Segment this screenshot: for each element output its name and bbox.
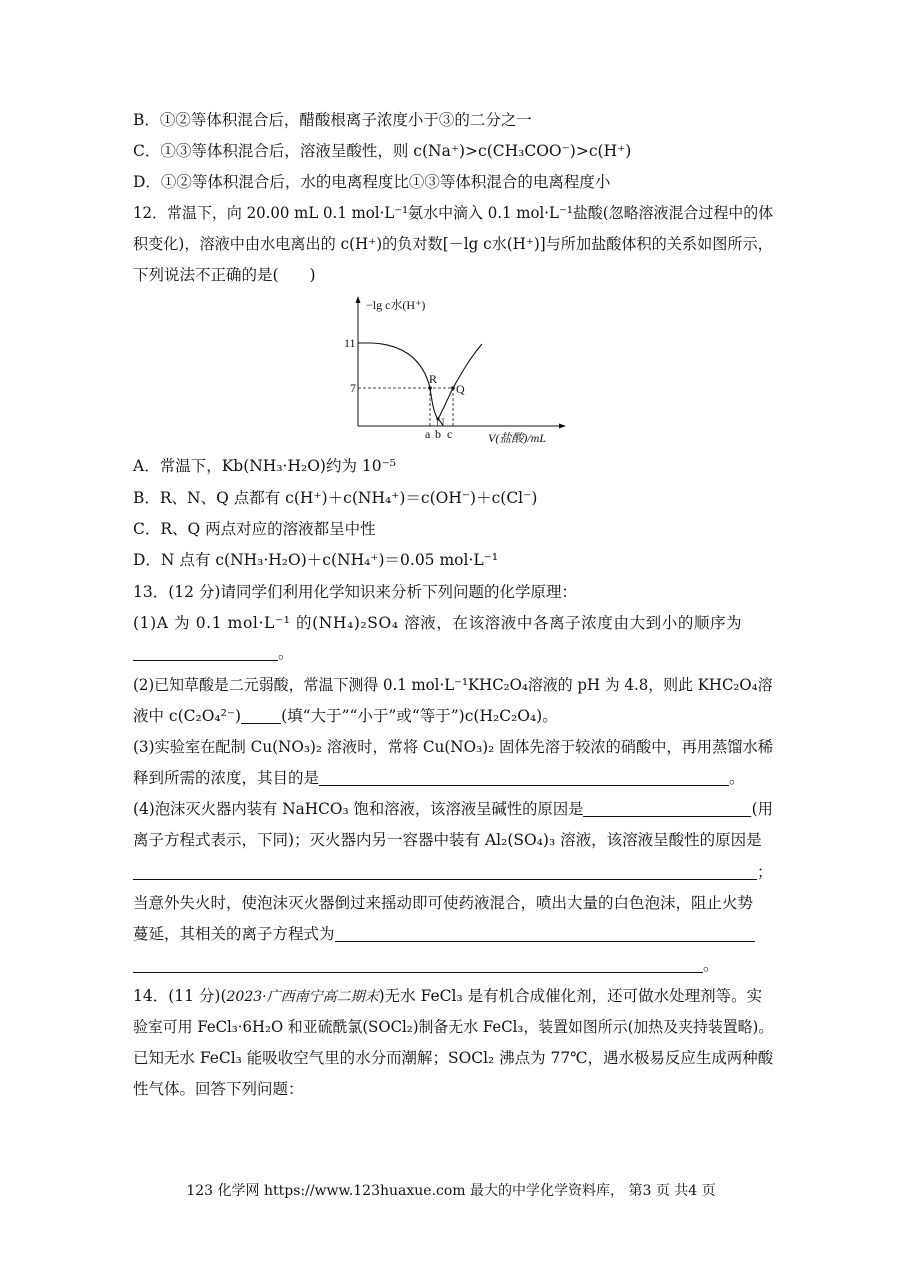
q11-option-d: D．①②等体积混合后，水的电离程度比①③等体积混合的电离程度小 bbox=[133, 173, 611, 191]
x-tick-b: b bbox=[435, 427, 441, 441]
y-axis-label: −lg c水(H⁺) bbox=[366, 298, 426, 312]
q13-part3-line1: (3)实验室在配制 Cu(NO₃)₂ 溶液时，常将 Cu(NO₃)₂ 固体先溶于较浓的硝酸中，再用蒸馏水稀 bbox=[133, 738, 773, 756]
q13-part4-line3 bbox=[133, 862, 773, 882]
q14-line3: 已知无水 FeCl₃ 能吸收空气里的水分而潮解；SOCl₂ 沸点为 77℃，遇水极易反应生成两种酸 bbox=[133, 1049, 774, 1067]
q14-line1 bbox=[133, 986, 762, 1007]
q13-part3-end: 。 bbox=[729, 769, 745, 787]
q13-part2-line1: (2)已知草酸是二元弱酸，常温下测得 0.1 mol·L⁻¹KHC₂O₄溶液的 pH 为 4.8，则此 KHC₂O₄溶 bbox=[133, 676, 773, 694]
q13-part1-line1 bbox=[133, 613, 769, 633]
q12-graph bbox=[330, 292, 570, 447]
q13-part4-line3-end: ； bbox=[757, 863, 773, 881]
x-tick-a: a bbox=[425, 427, 431, 441]
y-tick-11: 11 bbox=[344, 336, 356, 350]
q13-part1-line2 bbox=[133, 643, 294, 663]
y-tick-7: 7 bbox=[350, 381, 356, 395]
q13-part1-text: (1)A 为 0.1 mol·L⁻¹ 的(NH₄)₂SO₄ 溶液，在该溶液中各离子浓度由大到小的顺序为 bbox=[133, 614, 743, 632]
q12-option-b: B．R、N、Q 点都有 c(H⁺)＋c(NH₄⁺)＝c(OH⁻)＋c(Cl⁻) bbox=[133, 489, 538, 507]
q12-option-c: C．R、Q 两点对应的溶液都呈中性 bbox=[133, 520, 376, 538]
x-axis-arrow-icon bbox=[559, 424, 566, 429]
q14-line2: 验室可用 FeCl₃·6H₂O 和亚硫酰氯(SOCl₂)制备无水 FeCl₃，装置如图所示(加热及夹持装置略)。 bbox=[133, 1018, 774, 1036]
q13-part4-line6 bbox=[133, 955, 719, 975]
q13-part2-text-a: 液中 c(C₂O₄²⁻) bbox=[133, 707, 242, 725]
q14-source: 2023·广西南宁高二期末 bbox=[226, 989, 379, 1005]
x-axis-label: V(盐酸)/mL bbox=[488, 431, 546, 445]
q12-stem-line3: 下列说法不正确的是( ) bbox=[133, 266, 316, 284]
q12-option-d: D．N 点有 c(NH₃·H₂O)＋c(NH₄⁺)＝0.05 mol·L⁻¹ bbox=[133, 551, 499, 569]
answer-blank-5[interactable] bbox=[133, 864, 757, 880]
q13-part4-text-5: 蔓延，其相关的离子方程式为 bbox=[133, 925, 335, 943]
q13-part4-end: 。 bbox=[703, 956, 719, 974]
y-axis-arrow-icon bbox=[356, 296, 361, 303]
q11-option-b: B．①②等体积混合后，醋酸根离子浓度小于③的二分之一 bbox=[133, 111, 532, 129]
q13-part4-text-a: (4)泡沫灭火器内装有 NaHCO₃ 饱和溶液，该溶液呈碱性的原因是 bbox=[133, 800, 584, 818]
q13-part3-text: 释到所需的浓度，其目的是 bbox=[133, 769, 320, 787]
q12-stem-line1: 12．常温下，向 20.00 mL 0.1 mol·L⁻¹氨水中滴入 0.1 mol·L⁻¹盐酸(忽略溶液混合过程中的体 bbox=[133, 204, 774, 222]
answer-blank-6[interactable] bbox=[335, 926, 755, 942]
answer-blank-1[interactable] bbox=[133, 645, 278, 661]
answer-blank-2[interactable] bbox=[241, 708, 281, 724]
point-r-dot bbox=[428, 386, 432, 390]
x-tick-c: c bbox=[447, 427, 453, 441]
q13-part4-text-b: (用 bbox=[751, 800, 773, 818]
q13-part4-line2: 离子方程式表示，下同)；灭火器内另一容器中装有 Al₂(SO₄)₃ 溶液，该溶液呈酸性的原因是 bbox=[133, 831, 762, 849]
point-q-dot bbox=[451, 386, 455, 390]
q13-part4-line5 bbox=[133, 924, 755, 944]
q13-part4-line4: 当意外失火时，使泡沫灭火器倒过来摇动即可使药液混合，喷出大量的白色泡沫，阻止火势 bbox=[133, 894, 754, 912]
q12-option-a: A．常温下，Kb(NH₃·H₂O)约为 10⁻⁵ bbox=[133, 457, 396, 475]
answer-blank-7[interactable] bbox=[133, 957, 703, 973]
q13-part3-line2 bbox=[133, 768, 745, 788]
titration-curve bbox=[358, 343, 482, 419]
q13-part4-line1 bbox=[133, 799, 773, 819]
q13-title: 13．(12 分)请同学们利用化学知识来分析下列问题的化学原理： bbox=[133, 583, 577, 601]
point-r-label: R bbox=[429, 372, 438, 386]
point-q-label: Q bbox=[456, 382, 465, 396]
q11-option-c: C．①③等体积混合后，溶液呈酸性，则 c(Na⁺)>c(CH₃COO⁻)>c(H⁺) bbox=[133, 142, 632, 160]
point-n-label: N bbox=[436, 415, 445, 429]
q13-part1-end: 。 bbox=[278, 644, 294, 662]
q12-stem-line2: 积变化)，溶液中由水电离出的 c(H⁺)的负对数[－lg c水(H⁺)]与所加盐酸体积的关系如图所示， bbox=[133, 235, 773, 253]
q13-part2-line2 bbox=[133, 706, 558, 726]
answer-blank-4[interactable] bbox=[583, 801, 751, 817]
answer-blank-3[interactable] bbox=[319, 770, 729, 786]
q14-line4: 性气体。回答下列问题： bbox=[133, 1080, 304, 1098]
q13-part2-text-b: (填“大于”“小于”或“等于”)c(H₂C₂O₄)。 bbox=[281, 707, 558, 725]
q14-line1-a: 14．(11 分)( bbox=[133, 987, 227, 1005]
page-footer: 123 化学网 https://www.123huaxue.com 最大的中学化学资料库， 第3 页 共4 页 bbox=[186, 1183, 716, 1199]
q14-line1-b: )无水 FeCl₃ 是有机合成催化剂，还可做水处理剂等。实 bbox=[378, 987, 763, 1005]
